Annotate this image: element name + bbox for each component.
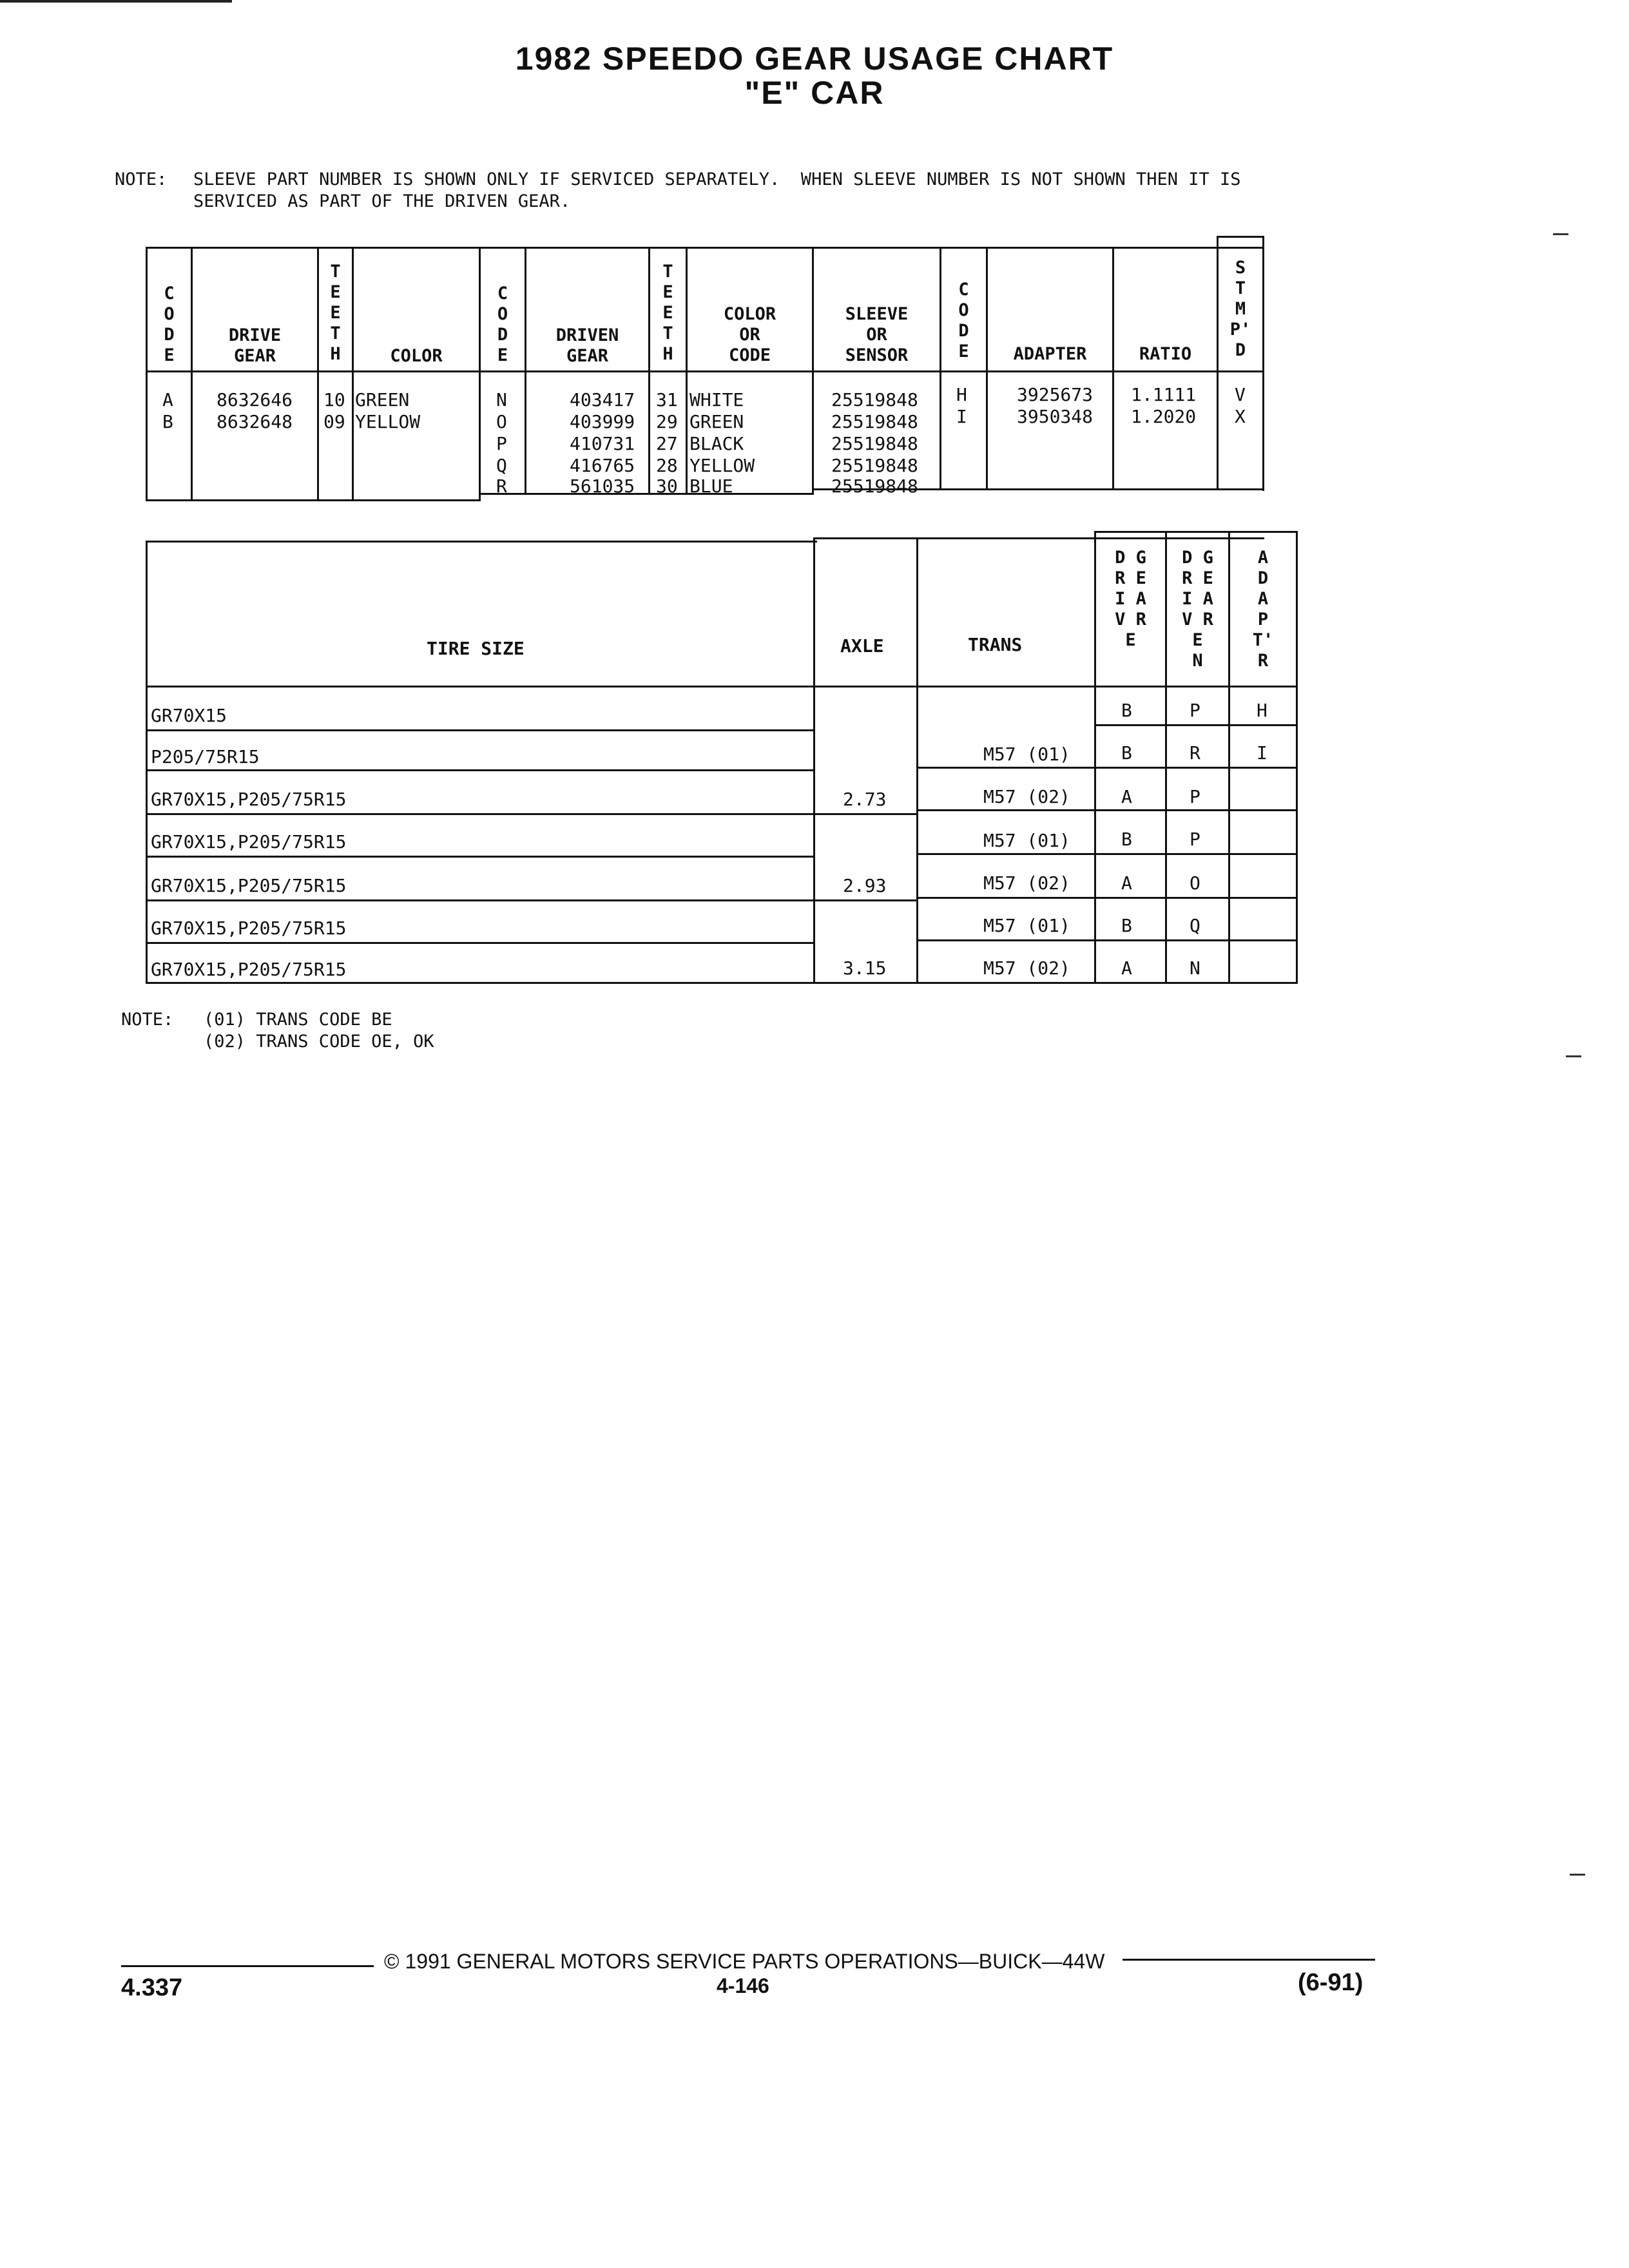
margin-mark xyxy=(1570,1874,1585,1876)
page-subtitle: "E" CAR xyxy=(744,75,885,111)
header-trans: TRANS xyxy=(968,634,1023,655)
trans-code: M57 (01) xyxy=(983,830,1070,851)
drive-code: B xyxy=(162,411,173,432)
header-sleeve-sensor: SLEEVE OR SENSOR xyxy=(845,304,909,365)
header-teeth-drive: T E E T H xyxy=(330,262,341,364)
driven-gear-code: P xyxy=(1190,829,1200,850)
drive-gear-code: A xyxy=(1121,872,1132,894)
note2-line-2: (02) TRANS CODE OE, OK xyxy=(204,1032,434,1052)
adapter-code: I xyxy=(956,406,967,427)
note-line-1: SLEEVE PART NUMBER IS SHOWN ONLY IF SERVICED SEPARATELY. WHEN SLEEVE NUMBER IS NOT SHOWN THEN IT IS xyxy=(193,169,1241,189)
driven-teeth: 27 xyxy=(656,433,678,454)
footer-copyright: © 1991 GENERAL MOTORS SERVICE PARTS OPERATIONS—BUICK—44W xyxy=(384,1950,1105,1973)
drive-gear-code: B xyxy=(1121,915,1132,936)
tire-size: GR70X15,P205/75R15 xyxy=(151,959,347,980)
header-tire-size: TIRE SIZE xyxy=(427,638,525,659)
trans-code: M57 (02) xyxy=(983,957,1070,979)
driven-code: N xyxy=(496,389,507,410)
driven-gear-code: O xyxy=(1190,872,1200,894)
driven-teeth: 28 xyxy=(656,455,678,476)
drive-color: YELLOW xyxy=(355,411,421,432)
header-driven-gear-code: D G R E I A V R E N xyxy=(1182,548,1213,671)
drive-gear-code: B xyxy=(1121,742,1132,764)
header-color-code: COLOR OR CODE xyxy=(723,304,776,365)
top-edge-bar xyxy=(0,0,232,3)
header-code-drive: C O D E xyxy=(164,284,175,365)
header-adapter: ADAPTER xyxy=(1013,344,1087,364)
driven-color: BLUE xyxy=(689,476,733,497)
driven-gear-number: 561035 xyxy=(570,476,635,497)
driven-gear-number: 403417 xyxy=(570,389,635,410)
page-title: 1982 SPEEDO GEAR USAGE CHART xyxy=(515,41,1114,77)
driven-gear-code: N xyxy=(1190,957,1200,979)
tire-size: GR70X15 xyxy=(151,705,227,726)
adapter-code-value: H xyxy=(1257,700,1268,721)
drive-gear-number: 8632648 xyxy=(217,411,293,432)
header-axle: AXLE xyxy=(840,635,884,657)
driven-gear-code: P xyxy=(1190,700,1200,721)
header-ratio: RATIO xyxy=(1139,344,1192,364)
adapter-number: 3925673 xyxy=(1017,384,1094,405)
adapter-number: 3950348 xyxy=(1017,406,1094,427)
drive-gear-code: B xyxy=(1121,700,1132,721)
driven-color: YELLOW xyxy=(689,455,755,476)
drive-teeth: 09 xyxy=(323,411,345,432)
driven-gear-code: R xyxy=(1190,742,1200,764)
header-teeth-driven: T E E T H xyxy=(662,262,673,364)
header-drive-gear-code: D G R E I A V R E xyxy=(1115,548,1146,650)
tire-size: GR70X15,P205/75R15 xyxy=(151,831,347,852)
drive-gear-code: B xyxy=(1121,829,1132,850)
sleeve-number: 25519848 xyxy=(831,433,918,454)
driven-teeth: 31 xyxy=(656,389,678,410)
driven-gear-code: P xyxy=(1190,786,1200,807)
driven-code: P xyxy=(496,433,507,454)
note-label: NOTE: xyxy=(115,169,168,189)
header-drive-gear: DRIVE GEAR xyxy=(228,325,282,366)
note2-label: NOTE: xyxy=(121,1010,174,1030)
note-line-2: SERVICED AS PART OF THE DRIVEN GEAR. xyxy=(193,191,571,211)
adapter-code-value: I xyxy=(1257,742,1268,764)
footer-page-number: 4-146 xyxy=(717,1974,769,1997)
stmpd-value: V xyxy=(1235,384,1246,405)
sleeve-number: 25519848 xyxy=(831,476,918,497)
drive-gear-code: A xyxy=(1121,957,1132,979)
driven-gear-number: 416765 xyxy=(570,455,635,476)
driven-teeth: 30 xyxy=(656,476,678,497)
header-stmpd: S T M P' D xyxy=(1229,258,1251,360)
margin-mark xyxy=(1566,1055,1581,1057)
drive-code: A xyxy=(162,389,173,410)
footer-date: (6-91) xyxy=(1298,1969,1364,1996)
sleeve-number: 25519848 xyxy=(831,411,918,432)
header-adapter-code: A D A P T' R xyxy=(1252,548,1274,671)
sleeve-number: 25519848 xyxy=(831,389,918,410)
driven-code: R xyxy=(496,476,507,497)
driven-gear-number: 403999 xyxy=(570,411,635,432)
footer-rule-right xyxy=(1123,1959,1375,1961)
drive-teeth: 10 xyxy=(323,389,345,410)
tire-size: GR70X15,P205/75R15 xyxy=(151,918,347,939)
driven-color: BLACK xyxy=(689,433,744,454)
ratio-value: 1.1111 xyxy=(1131,384,1197,405)
axle-ratio: 3.15 xyxy=(843,957,887,979)
drive-color: GREEN xyxy=(355,389,410,410)
tire-size: GR70X15,P205/75R15 xyxy=(151,875,347,896)
header-driven-gear: DRIVEN GEAR xyxy=(555,325,619,366)
tire-size: P205/75R15 xyxy=(151,746,260,767)
note2-line-1: (01) TRANS CODE BE xyxy=(204,1010,392,1030)
driven-color: GREEN xyxy=(689,411,744,432)
driven-gear-code: Q xyxy=(1190,915,1200,936)
ratio-value: 1.2020 xyxy=(1131,406,1197,427)
driven-color: WHITE xyxy=(689,389,744,410)
header-code-driven: C O D E xyxy=(497,284,508,365)
footer-section-number: 4.337 xyxy=(121,1974,183,2001)
trans-code: M57 (02) xyxy=(983,872,1070,894)
driven-gear-number: 410731 xyxy=(570,433,635,454)
axle-ratio: 2.73 xyxy=(843,789,887,810)
adapter-code: H xyxy=(956,384,967,405)
driven-code: O xyxy=(496,411,507,432)
trans-code: M57 (02) xyxy=(983,786,1070,807)
drive-gear-code: A xyxy=(1121,786,1132,807)
stmpd-value: X xyxy=(1235,406,1246,427)
driven-code: Q xyxy=(496,455,507,476)
trans-code: M57 (01) xyxy=(983,915,1070,936)
footer-rule-left xyxy=(121,1965,374,1967)
header-color-drive: COLOR xyxy=(390,346,443,366)
axle-ratio: 2.93 xyxy=(843,875,887,896)
header-code-adapter: C O D E xyxy=(958,280,969,361)
driven-teeth: 29 xyxy=(656,411,678,432)
drive-gear-number: 8632646 xyxy=(217,389,293,410)
trans-code: M57 (01) xyxy=(983,744,1070,765)
sleeve-number: 25519848 xyxy=(831,455,918,476)
tire-size: GR70X15,P205/75R15 xyxy=(151,789,347,810)
margin-mark xyxy=(1553,233,1568,235)
